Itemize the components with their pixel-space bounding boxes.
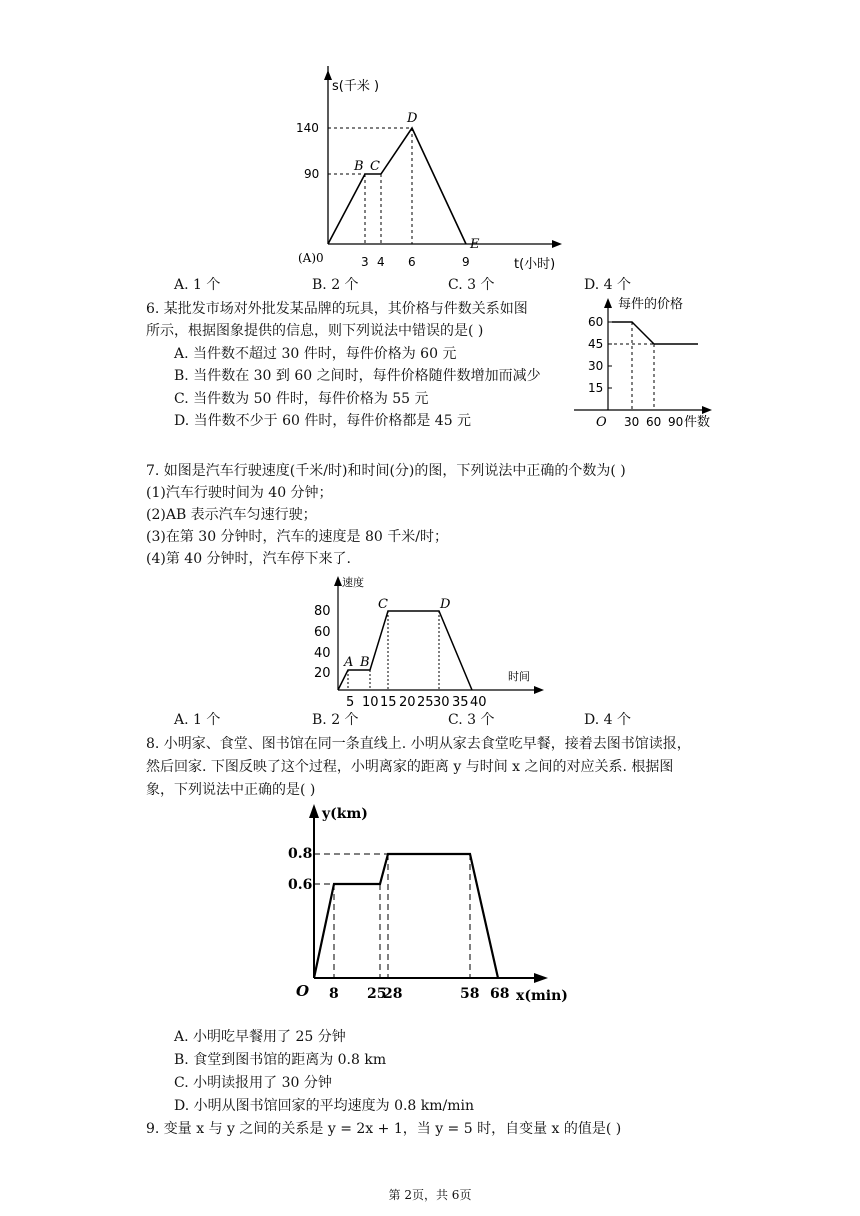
q8-stem-line3: 象，下列说法中正确的是( ) xyxy=(146,782,316,798)
point-D: D xyxy=(440,597,451,612)
origin-label: O xyxy=(296,982,310,1000)
y-tick-140: 140 xyxy=(296,121,319,135)
x-tick-35: 35 xyxy=(452,695,469,710)
distance-line xyxy=(328,128,466,244)
point-D: D xyxy=(407,111,418,126)
y-tick-45: 45 xyxy=(588,337,604,351)
point-C: C xyxy=(378,597,388,612)
q6-stem-line2: 所示，根据图象提供的信息，则下列说法中错误的是( ) xyxy=(146,323,484,339)
q7-item-1: (1)汽车行驶时间为 40 分钟； xyxy=(146,485,333,501)
x-tick-6: 6 xyxy=(408,255,416,269)
x-axis-label: x(min) xyxy=(516,988,568,1004)
q7-item-4: (4)第 40 分钟时，汽车停下来了. xyxy=(146,551,351,567)
origin-label: (A)0 xyxy=(298,251,324,265)
point-A: A xyxy=(344,655,354,670)
y-tick-15: 15 xyxy=(588,381,604,395)
q6-option-c: C. 当件数为 50 件时，每件价格为 55 元 xyxy=(174,391,429,407)
x-tick-60: 60 xyxy=(646,415,662,429)
x-tick-25: 25 xyxy=(367,986,387,1002)
x-tick-68: 68 xyxy=(490,986,510,1002)
q7-stem: 7. 如图是汽车行驶速度(千米/时)和时间(分)的图，下列说法中正确的个数为( ) xyxy=(146,463,626,479)
point-B: B xyxy=(360,655,370,670)
q5-option-d: D. 4 个 xyxy=(584,277,631,293)
point-C: C xyxy=(370,159,380,174)
y-tick-60: 60 xyxy=(314,625,331,640)
y-tick-90: 90 xyxy=(304,167,320,181)
x-tick-5: 5 xyxy=(346,695,355,710)
q6-stem-line1: 6. 某批发市场对外批发某品牌的玩具，其价格与件数关系如图 xyxy=(146,301,528,317)
x-axis-label: 件数 xyxy=(684,415,711,430)
speed-line xyxy=(338,611,472,690)
x-tick-25: 25 xyxy=(417,695,434,710)
q7-option-b: B. 2 个 xyxy=(312,712,359,728)
y-axis-label: y(km) xyxy=(322,806,368,822)
x-tick-15: 15 xyxy=(380,695,397,710)
q8-option-a: A. 小明吃早餐用了 25 分钟 xyxy=(174,1029,346,1045)
y-tick-40: 40 xyxy=(314,646,331,661)
x-tick-30: 30 xyxy=(433,695,450,710)
q9-stem: 9. 变量 x 与 y 之间的关系是 y = 2x + 1，当 y = 5 时，自变量 x 的值是( ) xyxy=(146,1121,622,1137)
y-tick-0-6: 0.6 xyxy=(288,877,313,893)
q5-option-a: A. 1 个 xyxy=(174,277,221,293)
x-tick-4: 4 xyxy=(377,255,385,269)
chart2-title: 每件的价格 xyxy=(618,297,684,312)
y-tick-20: 20 xyxy=(314,666,331,681)
y-axis-label: 速度 xyxy=(342,576,364,589)
q6-option-b: B. 当件数在 30 到 60 之间时，每件价格随件数增加而减少 xyxy=(174,368,541,384)
q6-option-d: D. 当件数不少于 60 件时，每件价格都是 45 元 xyxy=(174,413,472,429)
x-tick-9: 9 xyxy=(462,255,470,269)
chart-distance-time xyxy=(290,66,570,276)
q7-option-c: C. 3 个 xyxy=(448,712,495,728)
y-tick-0-8: 0.8 xyxy=(288,846,313,862)
x-tick-10: 10 xyxy=(362,695,379,710)
q7-option-a: A. 1 个 xyxy=(174,712,221,728)
q8-option-c: C. 小明读报用了 30 分钟 xyxy=(174,1075,332,1091)
q7-item-3: (3)在第 30 分钟时，汽车的速度是 80 千米/时； xyxy=(146,529,448,545)
y-tick-30: 30 xyxy=(588,359,604,373)
x-tick-3: 3 xyxy=(361,255,369,269)
chart-price-count xyxy=(572,292,722,438)
chart-speed-time xyxy=(306,572,552,712)
q8-option-b: B. 食堂到图书馆的距离为 0.8 km xyxy=(174,1052,387,1068)
x-tick-58: 58 xyxy=(460,986,480,1002)
q8-stem-line1: 8. 小明家、食堂、图书馆在同一条直线上. 小明从家去食堂吃早餐，接着去图书馆读报， xyxy=(146,736,691,752)
x-tick-90: 90 xyxy=(668,415,684,429)
x-tick-8: 8 xyxy=(329,986,339,1002)
page-footer: 第 2页，共 6页 xyxy=(388,1188,472,1202)
x-tick-20: 20 xyxy=(399,695,416,710)
price-line xyxy=(612,322,698,344)
x-axis-label: t(小时) xyxy=(514,257,556,272)
q7-option-d: D. 4 个 xyxy=(584,712,631,728)
x-tick-30: 30 xyxy=(624,415,640,429)
q5-option-b: B. 2 个 xyxy=(312,277,359,293)
q7-item-2: (2)AB 表示汽车匀速行驶； xyxy=(146,507,317,523)
q8-stem-line2: 然后回家. 下图反映了这个过程，小明离家的距离 y 与时间 x 之间的对应关系. 根据图 xyxy=(146,759,674,775)
y-axis-label: s(千米 ) xyxy=(332,79,380,94)
y-tick-60: 60 xyxy=(588,315,604,329)
y-tick-80: 80 xyxy=(314,604,331,619)
q8-option-d: D. 小明从图书馆回家的平均速度为 0.8 km/min xyxy=(174,1098,475,1114)
x-tick-28: 28 xyxy=(383,986,403,1002)
x-tick-40: 40 xyxy=(470,695,487,710)
q6-option-a: A. 当件数不超过 30 件时，每件价格为 60 元 xyxy=(174,346,457,362)
chart-home-distance xyxy=(286,800,576,1016)
point-E: E xyxy=(470,237,480,252)
x-axis-label: 时间 xyxy=(508,670,530,683)
point-B: B xyxy=(354,159,364,174)
q5-option-c: C. 3 个 xyxy=(448,277,495,293)
origin-label: O xyxy=(596,415,607,430)
